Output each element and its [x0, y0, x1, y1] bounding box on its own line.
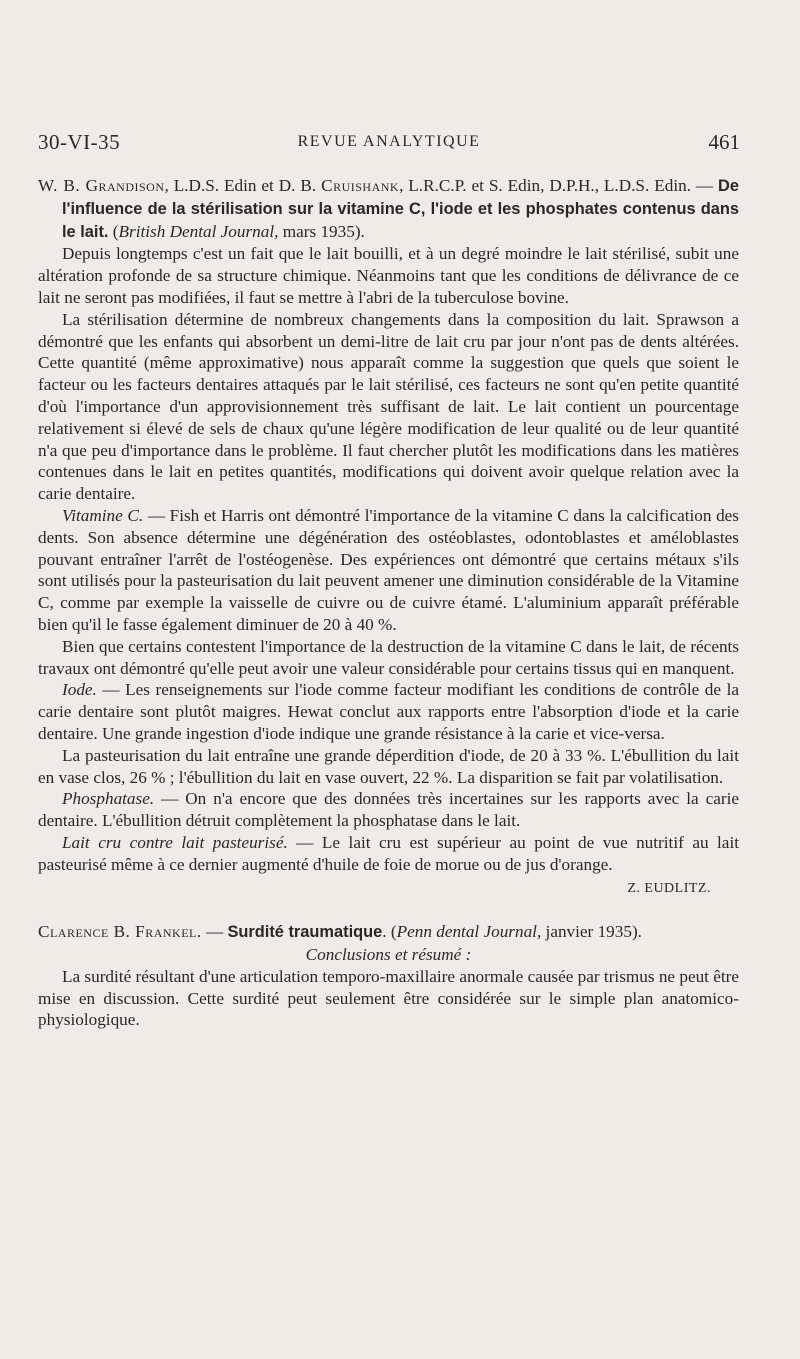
section-label: Iode.: [62, 680, 97, 700]
paragraph: La pasteurisation du lait entraîne une grande déperdition d'iode, de 20 à 33 %. L'ébullition du lait en vase clos, 26 % ; l'ébullition du lait en vase ouvert, 22 %. La disparition se fait par volatilisation.: [38, 745, 739, 787]
paragraph-text: — Fish et Harris ont démontré l'importance de la vitamine C dans la calcification des dents. Son absence détermine une dégénération des ostéoblastes, odontoblastes et améloblastes pouvant entraîner l'arrêt de l'ostéogenèse. Des expériences ont démontré que certains métaux s'ils sont utilisés pour la pasteurisation du lait peuvent amener une diminution considérable de la Vitamine C, comme par exemple la vaisselle de cuivre ou de cuivre étamé. L'aluminium apparaît préférable bien qu'il le fasse également diminuer de 20 à 40 %.: [38, 505, 739, 634]
author-3: Clarence B. Frankel.: [38, 922, 202, 942]
page-number: 461: [708, 130, 740, 154]
paragraph-vitamine-c: [38, 505, 739, 636]
paragraph-phosphatase: [38, 788, 739, 832]
journal-name: Penn dental Journal,: [396, 922, 542, 942]
section-label: Phosphatase.: [62, 789, 155, 809]
section-label: Vitamine C.: [62, 505, 144, 525]
header-title: REVUE ANALYTIQUE: [297, 133, 481, 150]
author-1: W. B. Grandison: [38, 176, 165, 195]
paragraph-lait-cru: [38, 832, 739, 876]
journal-name: British Dental Journal,: [118, 221, 279, 241]
header-date: 30-VI-35: [38, 130, 121, 154]
signature: Z. EUDLITZ.: [627, 880, 711, 896]
paragraph-text: — On n'a encore que des données très incertaines sur les rapports avec la carie dentaire. L'ébullition détruit complètement la phosphatase dans le lait.: [38, 789, 739, 831]
source-date: janvier 1935).: [541, 922, 642, 942]
spacer: [38, 899, 739, 921]
paragraph: La stérilisation détermine de nombreux changements dans la composition du lait. Sprawson a démontré que les enfants qui absorbent un demi-litre de lait cru par jour n'ont pas de dents altérées. Cette quantité (même approximative) nous apparaît comme la suggestion que quels que soient le facteur ou les facteurs dentaires attaqués par le lait stérilisé, ces facteurs ne sont qu'en petite quantité d'où l'importance d'un approvisionnement très suffisant de lait. Le lait contient un pourcentage relativement si élevé de sels de chaux qu'une légère modification de leur qualité ou de leur quantité n'a que peu d'importance dans le problème. Il faut chercher plutôt les modifications dans les matières contenues dans le lait en petites quantités, modifications qui doivent avoir quelque relation avec la carie dentaire.: [38, 309, 739, 504]
paragraph-text: — Les renseignements sur l'iode comme facteur modifiant les conditions de contrôle de la carie dentaire sont plutôt maigres. Hewat conclut aux rapports entre l'absorption d'iode et la carie dentaire. Une grande ingestion d'iode indique une grande résistance à la carie et vice-versa.: [38, 680, 739, 743]
author-2-credentials: , L.R.C.P. et S. Edin, D.P.H., L.D.S. Edin. —: [399, 176, 719, 195]
subheading: Conclusions et résumé :: [305, 945, 472, 965]
section-label: Lait cru contre lait pasteurisé.: [62, 832, 288, 852]
source-open: . (: [382, 922, 397, 942]
article-1-title: De l'influence de la stérilisation sur la vitamine C, l'iode et les phosphates contenus dans le lait.: [62, 177, 739, 241]
article-2-reference: [38, 921, 739, 944]
source-date: mars 1935).: [278, 221, 365, 241]
paragraph-text: — Le lait cru est supérieur au point de vue nutritif au lait pasteurisé même à ce dernier augmenté d'huile de foie de morue ou de jus d'orange.: [38, 832, 739, 874]
paragraph: Bien que certains contestent l'importance de la destruction de la vitamine C dans le lait, de récents travaux ont démontré qu'elle peut avoir une valeur considérable pour certains tissus qui en manquent.: [38, 636, 739, 678]
author-1-credentials: , L.D.S. Edin et D. B.: [164, 176, 322, 195]
page-body: [38, 175, 739, 1031]
article-1-reference: [38, 175, 739, 243]
paragraph: Depuis longtemps c'est un fait que le lait bouilli, et à un degré moindre le lait stérilisé, subit une altération profonde de sa structure chimique. Néanmoins tant que les conditions de délivrance de ce lait ne seront pas modifiées, il faut se mettre à l'abri de la tuberculose bovine.: [38, 244, 739, 307]
running-header: [38, 130, 740, 156]
source-open: (: [108, 221, 119, 241]
article-2-title: Surdité traumatique: [227, 923, 383, 942]
paragraph-iode: [38, 679, 739, 744]
author-2: Cruishank: [321, 176, 400, 195]
dash: —: [201, 922, 228, 942]
paragraph: La surdité résultant d'une articulation temporo-maxillaire anormale causée par trismus ne peut être mise en discussion. Cette surdité peut seulement être considérée sur le simple plan anatomico-physiologique.: [38, 966, 739, 1030]
